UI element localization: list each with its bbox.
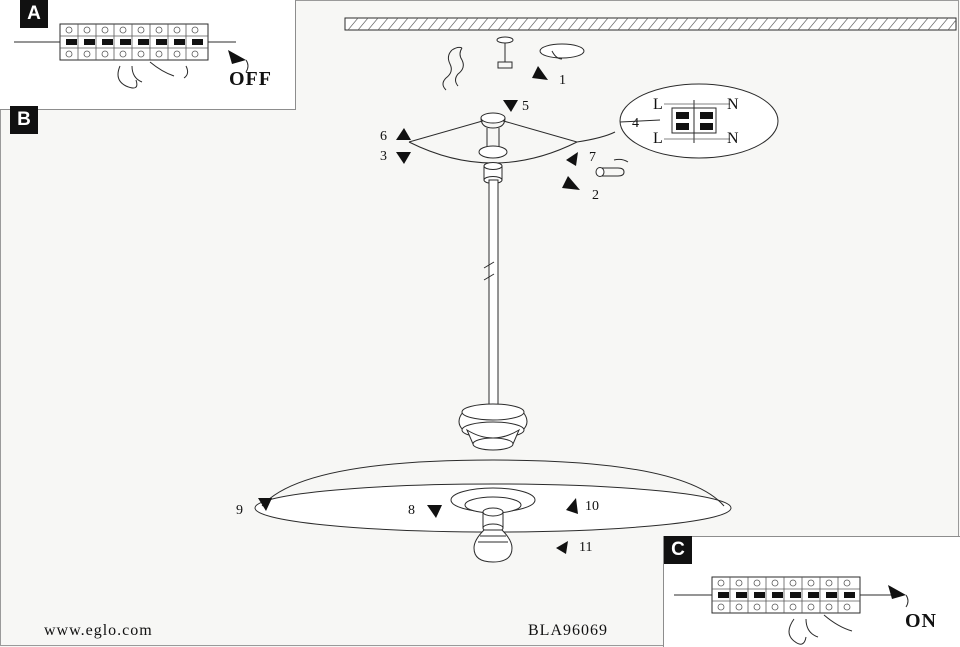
suspension-stem [484,180,498,412]
callout-label-10: 10 [585,499,599,514]
callout-label-7: 7 [589,150,596,165]
screw-parts-right [596,159,628,176]
terminal-label-n-bottom: N [727,130,739,147]
callout-label-6: 6 [380,129,387,144]
panel-c [663,536,960,647]
callout-label-4: 4 [632,116,639,131]
callout-label-1: 1 [559,73,566,88]
panel-b-badge: B [10,106,38,134]
callout-label-5: 5 [522,99,529,114]
panel-c-badge: C [664,536,692,564]
upper-diffuser [459,404,527,450]
panel-c-state-label: ON [905,610,937,632]
panel-a-badge: A [20,0,48,28]
callout-label-2: 2 [592,188,599,203]
footer-product-code: BLA96069 [528,622,608,639]
callout-label-8: 8 [408,503,415,518]
terminal-label-n-top: N [727,96,739,113]
callout-label-11: 11 [579,540,593,555]
footer-website-url[interactable]: www.eglo.com [44,622,153,639]
terminal-label-l-top: L [653,96,663,113]
canopy-assembly [409,113,615,184]
terminal-label-l-bottom: L [653,130,663,147]
callout-label-9: 9 [236,503,243,518]
callout-label-3: 3 [380,149,387,164]
panel-a-state-label: OFF [229,68,272,90]
ceiling-icon [345,18,956,30]
